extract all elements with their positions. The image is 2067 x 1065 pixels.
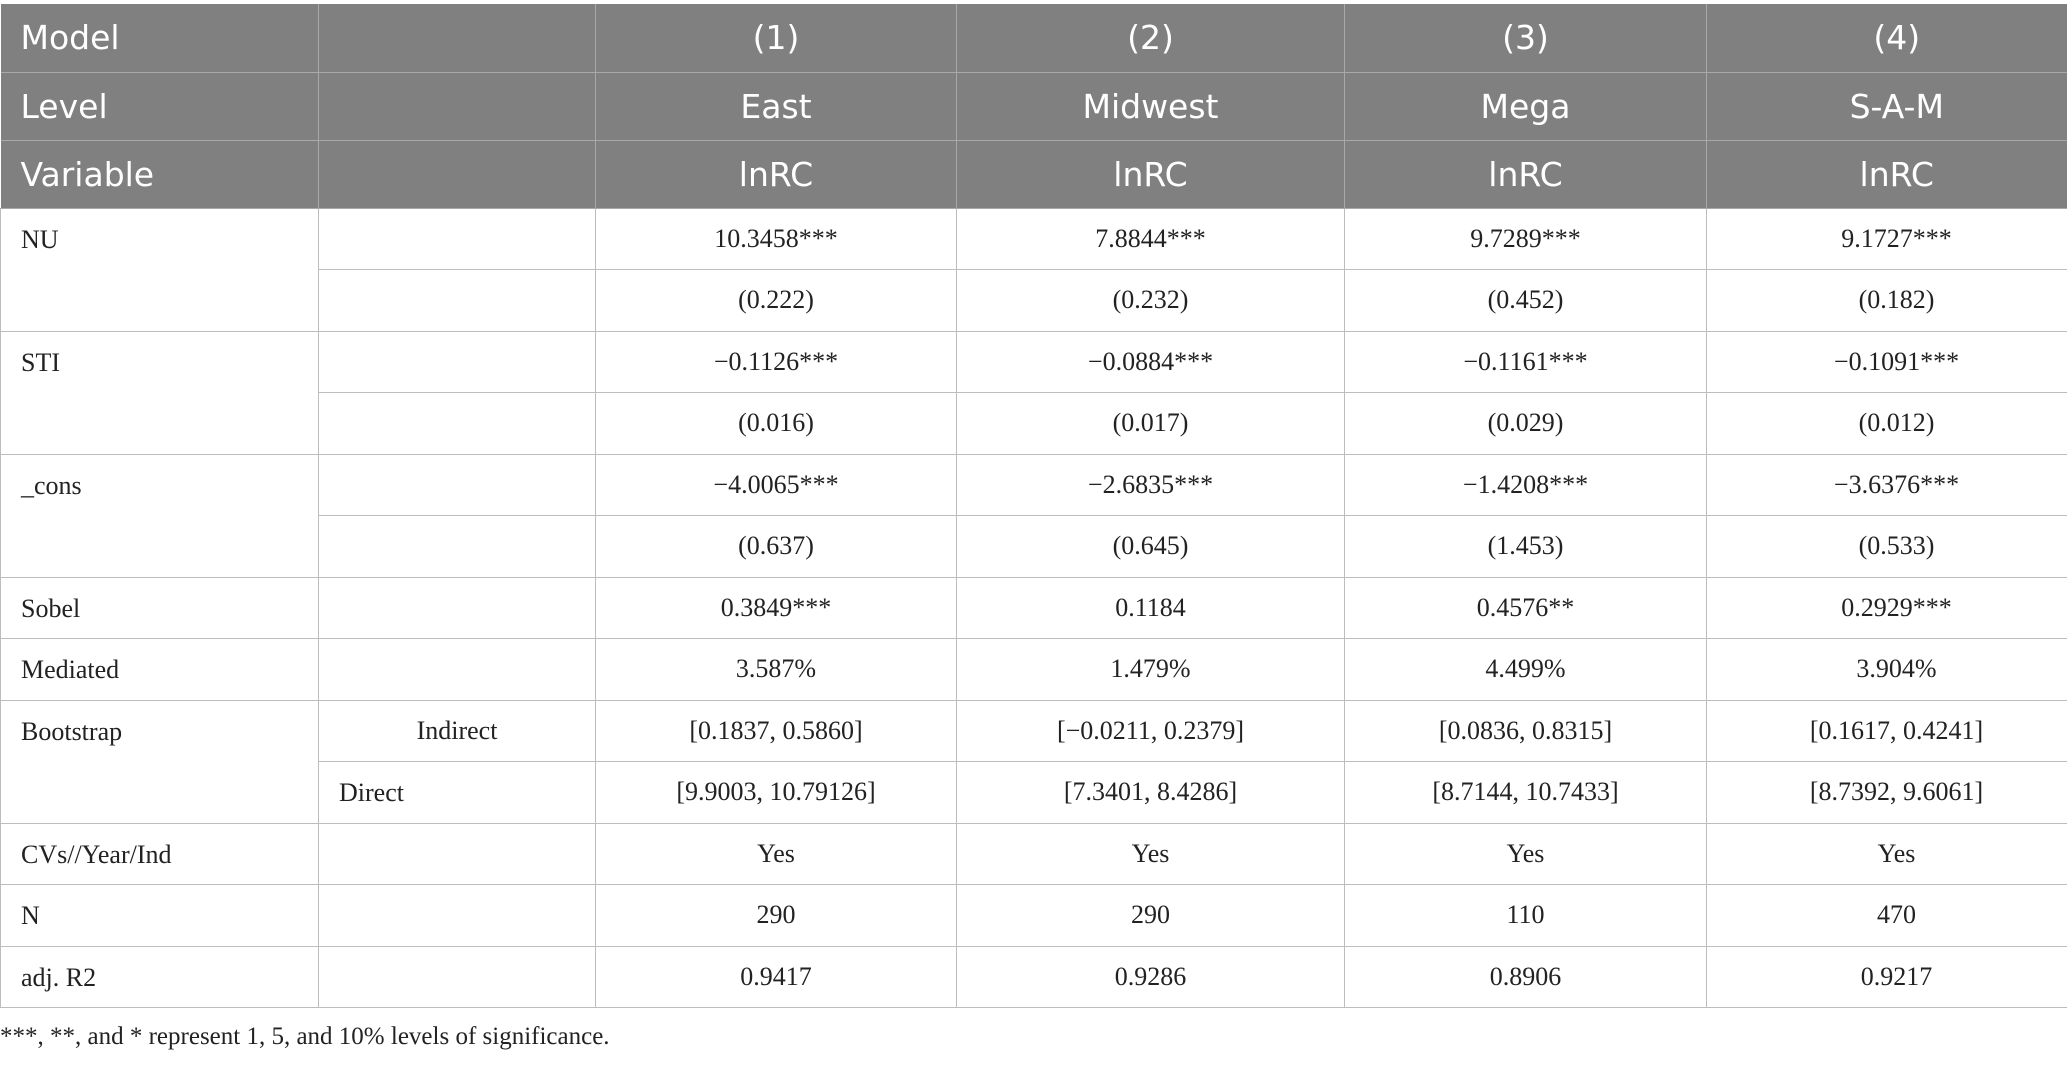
header-row-model	[1, 4, 2067, 72]
row-label-sti: STI	[1, 331, 319, 454]
se-cell: (0.452)	[1345, 270, 1707, 332]
value-cell: 0.9286	[957, 946, 1345, 1008]
value-cell: 3.587%	[596, 639, 957, 701]
header-cell: lnRC	[1345, 140, 1707, 208]
se-cell: (0.637)	[596, 516, 957, 578]
value-cell: 0.1184	[957, 577, 1345, 639]
header-cell: (1)	[596, 4, 957, 72]
table-row-nu-coef	[1, 208, 2067, 270]
value-cell: 4.499%	[1345, 639, 1707, 701]
header-label-model: Model	[1, 4, 319, 72]
value-cell: 110	[1345, 885, 1707, 947]
coef-cell: −3.6376***	[1707, 454, 2067, 516]
header-label-level: Level	[1, 72, 319, 140]
header-cell: lnRC	[596, 140, 957, 208]
blank-cell	[319, 577, 596, 639]
blank-cell	[319, 885, 596, 947]
se-cell: (0.017)	[957, 393, 1345, 455]
row-label-cons: _cons	[1, 454, 319, 577]
coef-cell: −2.6835***	[957, 454, 1345, 516]
se-cell: (0.222)	[596, 270, 957, 332]
value-cell: 290	[596, 885, 957, 947]
se-cell: (0.232)	[957, 270, 1345, 332]
row-label-nu: NU	[1, 208, 319, 331]
se-cell: (0.029)	[1345, 393, 1707, 455]
value-cell: 0.9217	[1707, 946, 2067, 1008]
header-cell: East	[596, 72, 957, 140]
coef-cell: 7.8844***	[957, 208, 1345, 270]
header-cell: (2)	[957, 4, 1345, 72]
header-blank	[319, 140, 596, 208]
value-cell: [8.7392, 9.6061]	[1707, 762, 2067, 824]
value-cell: [−0.0211, 0.2379]	[957, 700, 1345, 762]
blank-cell	[319, 946, 596, 1008]
row-label-sobel: Sobel	[1, 577, 319, 639]
value-cell: [7.3401, 8.4286]	[957, 762, 1345, 824]
coef-cell: −0.1091***	[1707, 331, 2067, 393]
coef-cell: −1.4208***	[1345, 454, 1707, 516]
header-label-variable: Variable	[1, 140, 319, 208]
value-cell: 0.3849***	[596, 577, 957, 639]
row-label-n: N	[1, 885, 319, 947]
table-row-sti-coef	[1, 331, 2067, 393]
header-cell: lnRC	[957, 140, 1345, 208]
se-cell: (0.016)	[596, 393, 957, 455]
row-label-cvs: CVs//Year/Ind	[1, 823, 319, 885]
value-cell: 0.2929***	[1707, 577, 2067, 639]
value-cell: Yes	[596, 823, 957, 885]
value-cell: 3.904%	[1707, 639, 2067, 701]
coef-cell: −0.1161***	[1345, 331, 1707, 393]
value-cell: 290	[957, 885, 1345, 947]
header-row-variable	[1, 140, 2067, 208]
row-label-mediated: Mediated	[1, 639, 319, 701]
coef-cell: −0.0884***	[957, 331, 1345, 393]
se-cell: (1.453)	[1345, 516, 1707, 578]
coef-cell: 10.3458***	[596, 208, 957, 270]
sub-label-indirect: Indirect	[319, 700, 596, 762]
blank-cell	[319, 516, 596, 578]
blank-cell	[319, 639, 596, 701]
value-cell: [0.1617, 0.4241]	[1707, 700, 2067, 762]
value-cell: Yes	[1707, 823, 2067, 885]
coef-cell: 9.7289***	[1345, 208, 1707, 270]
header-cell: (4)	[1707, 4, 2067, 72]
value-cell: [9.9003, 10.79126]	[596, 762, 957, 824]
blank-cell	[319, 270, 596, 332]
se-cell: (0.012)	[1707, 393, 2067, 455]
table-row-bootstrap-indirect	[1, 700, 2067, 762]
header-blank	[319, 72, 596, 140]
row-label-bootstrap: Bootstrap	[1, 700, 319, 823]
sub-label-direct: Direct	[319, 762, 596, 824]
value-cell: 0.8906	[1345, 946, 1707, 1008]
coef-cell: −0.1126***	[596, 331, 957, 393]
row-label-adjr2: adj. R2	[1, 946, 319, 1008]
regression-table	[0, 4, 2067, 1008]
value-cell: 470	[1707, 885, 2067, 947]
blank-cell	[319, 454, 596, 516]
value-cell: 0.9417	[596, 946, 957, 1008]
blank-cell	[319, 823, 596, 885]
table-row-sobel	[1, 577, 2067, 639]
header-blank	[319, 4, 596, 72]
value-cell: Yes	[1345, 823, 1707, 885]
header-cell: S-A-M	[1707, 72, 2067, 140]
value-cell: 0.4576**	[1345, 577, 1707, 639]
se-cell: (0.645)	[957, 516, 1345, 578]
blank-cell	[319, 208, 596, 270]
blank-cell	[319, 393, 596, 455]
se-cell: (0.182)	[1707, 270, 2067, 332]
header-cell: lnRC	[1707, 140, 2067, 208]
value-cell: 1.479%	[957, 639, 1345, 701]
value-cell: [0.0836, 0.8315]	[1345, 700, 1707, 762]
table-row-n	[1, 885, 2067, 947]
header-cell: Midwest	[957, 72, 1345, 140]
coef-cell: 9.1727***	[1707, 208, 2067, 270]
value-cell: [0.1837, 0.5860]	[596, 700, 957, 762]
table-row-cons-coef	[1, 454, 2067, 516]
table-row-cvs	[1, 823, 2067, 885]
value-cell: Yes	[957, 823, 1345, 885]
header-cell: (3)	[1345, 4, 1707, 72]
table-footnote: ***, **, and * represent 1, 5, and 10% levels of significance.	[0, 1023, 610, 1050]
se-cell: (0.533)	[1707, 516, 2067, 578]
coef-cell: −4.0065***	[596, 454, 957, 516]
blank-cell	[319, 331, 596, 393]
table-row-adjr2	[1, 946, 2067, 1008]
value-cell: [8.7144, 10.7433]	[1345, 762, 1707, 824]
table-row-mediated	[1, 639, 2067, 701]
header-cell: Mega	[1345, 72, 1707, 140]
header-row-level	[1, 72, 2067, 140]
